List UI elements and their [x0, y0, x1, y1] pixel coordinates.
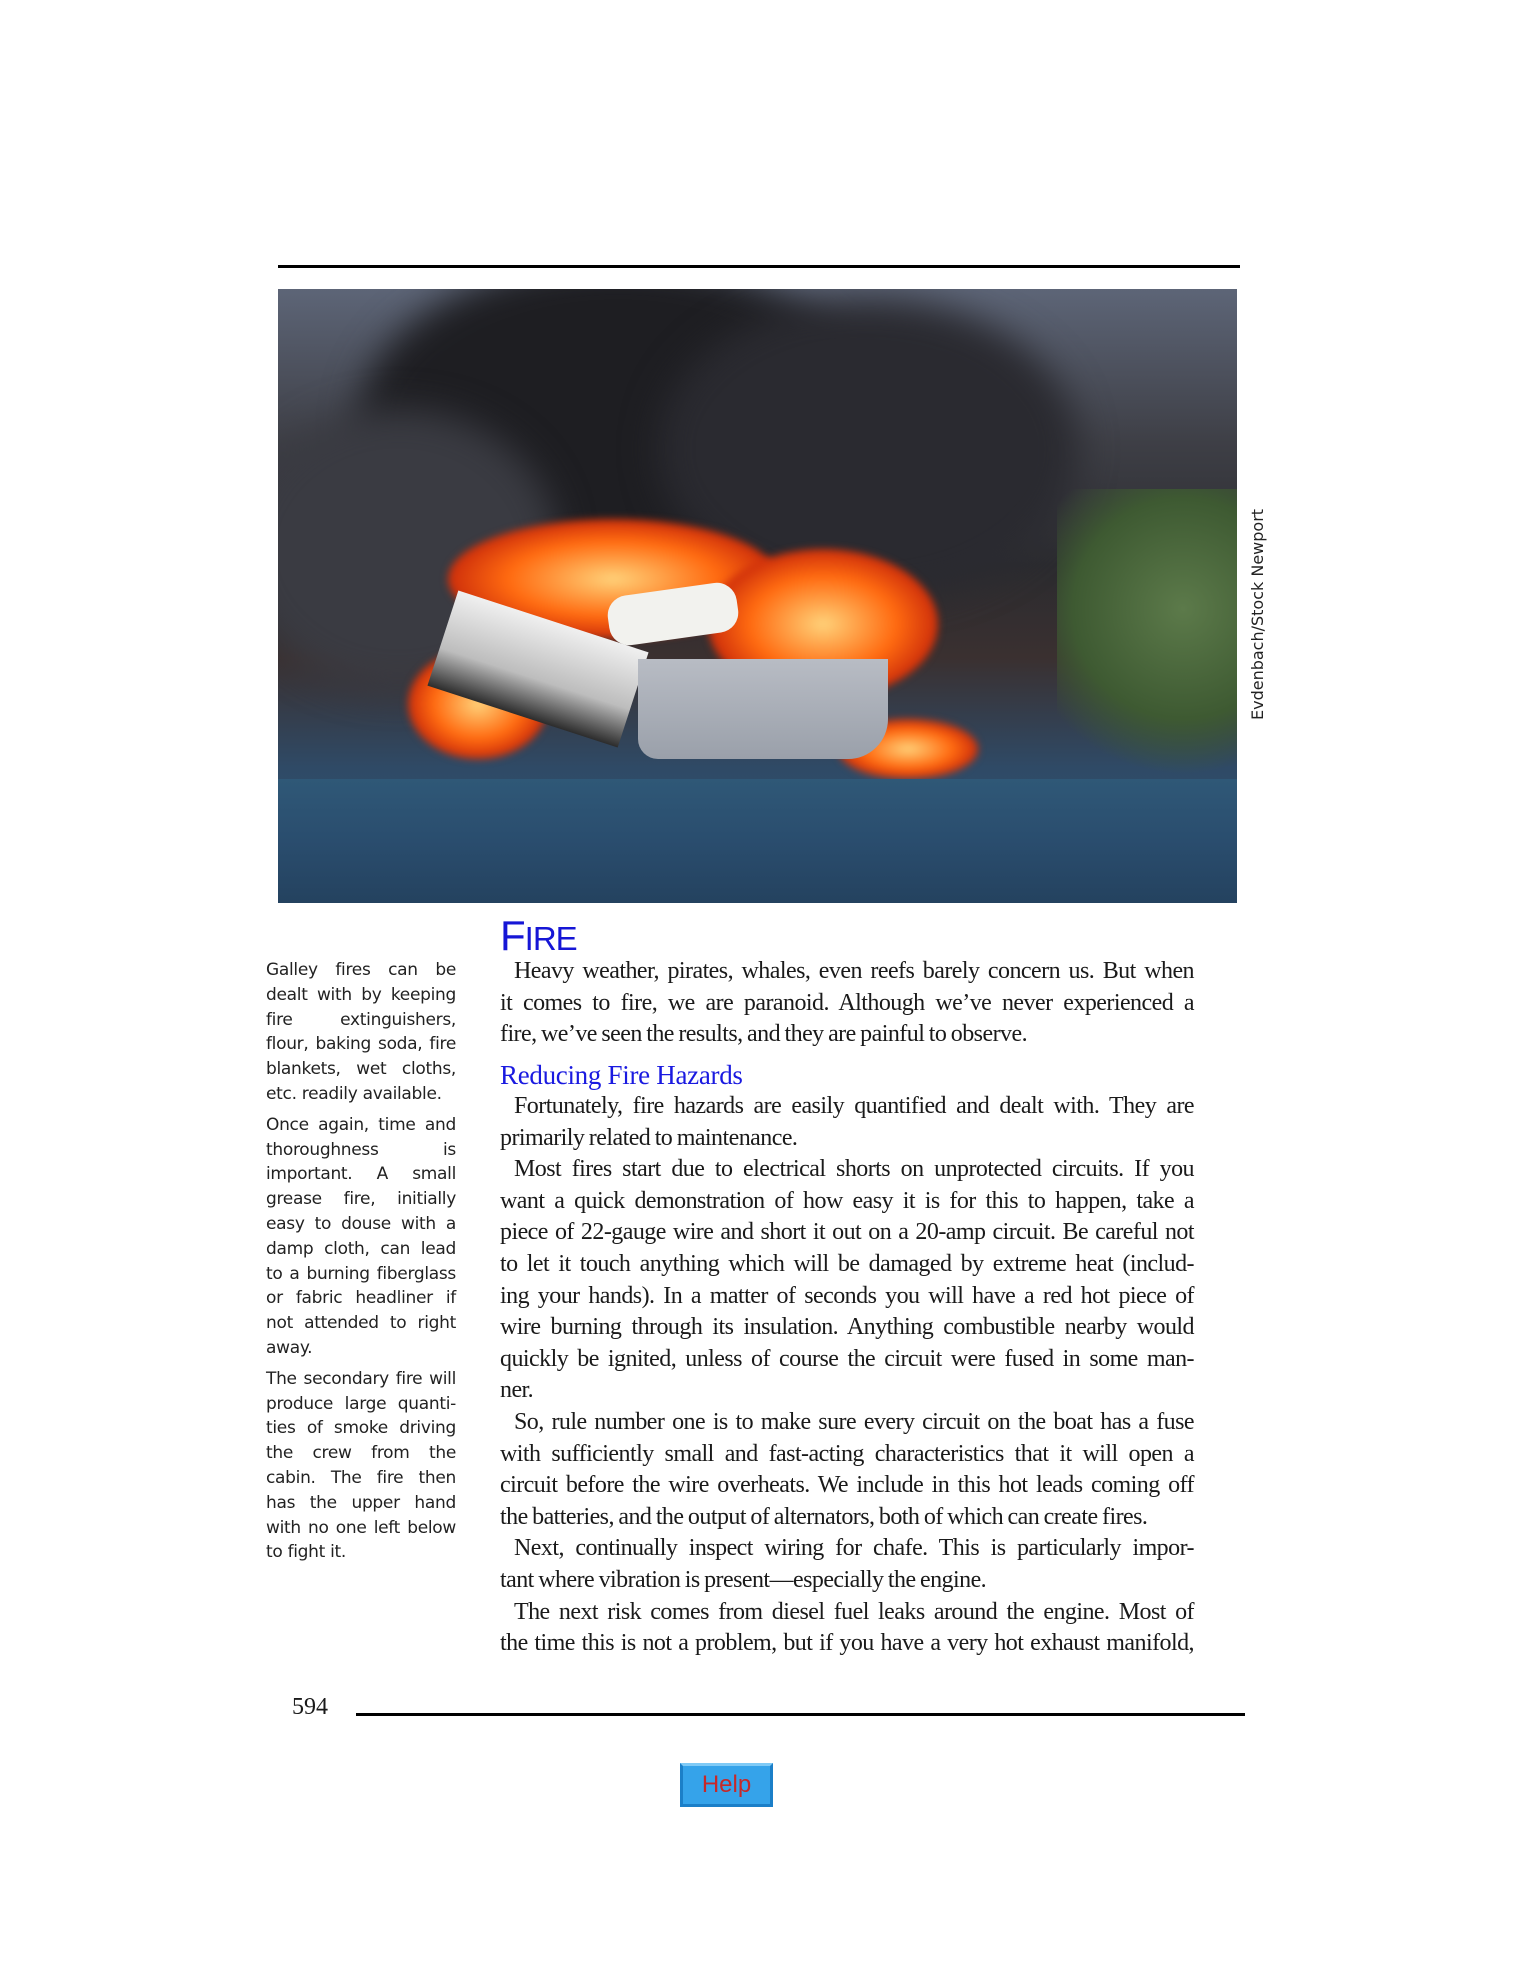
section-title: [500, 912, 577, 960]
text-line: want a quick demonstration of how easy it is for this to happen, take a: [500, 1187, 1194, 1214]
top-rule: [278, 265, 1240, 268]
help-button[interactable]: Help: [680, 1763, 773, 1807]
page-number: 594: [292, 1694, 328, 1720]
text-line: the batteries, and the output of alternators, both of which can create fires.: [500, 1503, 1148, 1530]
sidebar-line: or fabric headliner if: [266, 1288, 456, 1309]
sidebar-line: to a burning fiberglass: [266, 1263, 456, 1284]
sidebar-line: to fight it.: [266, 1542, 347, 1563]
sidebar-line: cabin. The fire then: [266, 1467, 456, 1488]
sidebar-line: grease fire, initially: [266, 1189, 456, 1210]
sidebar-line: the crew from the: [266, 1443, 456, 1464]
sidebar-line: easy to douse with a: [266, 1213, 456, 1234]
body-text: [500, 1091, 1194, 1660]
text-line: tant where vibration is present—especially the engine.: [500, 1566, 987, 1593]
text-line: the time this is not a problem, but if you have a very hot exhaust manifold,: [500, 1630, 1194, 1657]
subheading: Reducing Fire Hazards: [500, 1060, 743, 1090]
text-line: primarily related to maintenance.: [500, 1124, 798, 1151]
sidebar-line: blankets, wet cloths,: [266, 1059, 456, 1080]
text-line: piece of 22-gauge wire and short it out on a 20-amp circuit. Be careful not: [500, 1219, 1194, 1246]
sidebar-line: important. A small: [266, 1164, 456, 1185]
sidebar-line: flour, baking soda, fire: [266, 1034, 456, 1055]
sidebar-line: Galley fires can be: [266, 960, 456, 980]
sidebar-line: dealt with by keeping: [266, 984, 456, 1005]
title-rest: IRE: [524, 920, 577, 957]
bottom-rule: [356, 1713, 1245, 1716]
text-line: Fortunately, fire hazards are easily quantified and dealt with. They are: [514, 1093, 1194, 1119]
text-line: quickly be ignited, unless of course the circuit were fused in some man-: [500, 1345, 1194, 1372]
sidebar-notes: [266, 958, 456, 1565]
text-line: The next risk comes from diesel fuel leaks around the engine. Most of: [514, 1598, 1194, 1625]
text-line: to let it touch anything which will be damaged by extreme heat (includ-: [500, 1250, 1194, 1277]
text-line: ing your hands). In a matter of seconds you will have a red hot piece of: [500, 1282, 1194, 1309]
text-line: ner.: [500, 1377, 534, 1404]
sidebar-line: produce large quanti-: [266, 1393, 456, 1414]
title-initial: F: [500, 912, 525, 959]
text-line: circuit before the wire overheats. We include in this hot leads coming off: [500, 1472, 1194, 1499]
sidebar-line: with no one left below: [266, 1517, 456, 1538]
sidebar-line: etc. readily available.: [266, 1083, 442, 1104]
sidebar-line: thoroughness is: [266, 1139, 456, 1160]
photo-credit: Evdenbach/Stock Newport: [1248, 508, 1267, 720]
text-line: Next, continually inspect wiring for chafe. This is particularly impor-: [514, 1535, 1194, 1562]
sidebar-line: The secondary fire will: [266, 1368, 456, 1389]
text-line: fire, we’ve seen the results, and they are painful to observe.: [500, 1021, 1028, 1048]
text-line: wire burning through its insulation. Anything combustible nearby would: [500, 1314, 1194, 1341]
text-line: Most fires start due to electrical shorts on unprotected circuits. If you: [514, 1156, 1194, 1183]
text-line: Heavy weather, pirates, whales, even reefs barely concern us. But when: [514, 958, 1194, 984]
text-line: with sufficiently small and fast-acting characteristics that it will open a: [500, 1440, 1194, 1467]
sidebar-line: has the upper hand: [266, 1492, 456, 1513]
sidebar-line: fire extinguishers,: [266, 1009, 456, 1030]
intro-paragraph: [500, 956, 1194, 1051]
sidebar-line: away.: [266, 1337, 313, 1358]
sidebar-line: not attended to right: [266, 1313, 456, 1334]
sidebar-line: Once again, time and: [266, 1114, 456, 1135]
text-line: it comes to fire, we are paranoid. Although we’ve never experienced a: [500, 989, 1194, 1016]
text-line: So, rule number one is to make sure every circuit on the boat has a fuse: [514, 1408, 1194, 1435]
burning-boat-photo: [278, 289, 1237, 903]
sidebar-line: ties of smoke driving: [266, 1418, 456, 1439]
sidebar-line: damp cloth, can lead: [266, 1238, 456, 1259]
